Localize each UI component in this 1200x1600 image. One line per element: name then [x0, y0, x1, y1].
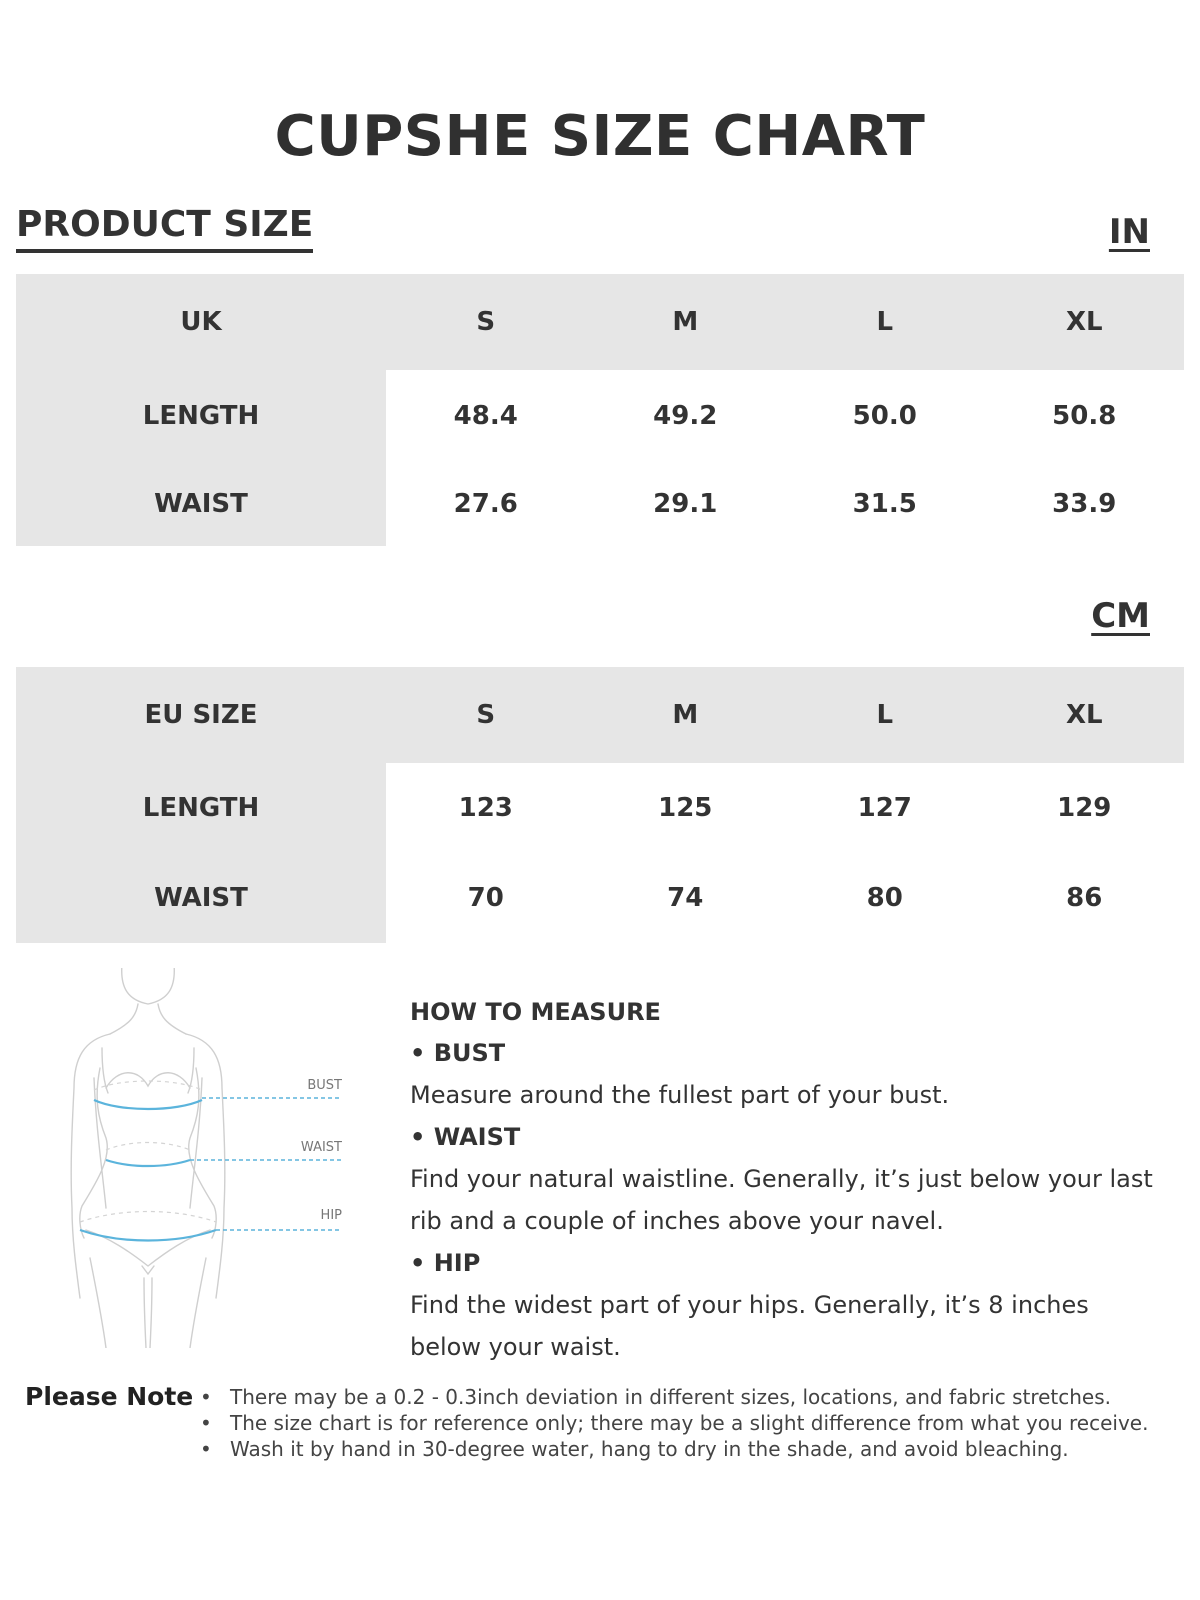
table-cell: 48.4	[453, 401, 518, 431]
bullet: •	[200, 1385, 212, 1409]
table-cell: 29.1	[653, 489, 718, 519]
table-cell: 80	[866, 883, 903, 913]
table-cell: 125	[658, 793, 713, 823]
hip-measure-line	[80, 1230, 216, 1241]
page-title: CUPSHE SIZE CHART	[274, 104, 926, 169]
table-cell: 86	[1066, 883, 1103, 913]
note-list	[200, 1384, 1148, 1462]
hip-instructions-line: Find the widest part of your hips. Generally, it’s 8 inches	[410, 1291, 1089, 1319]
list-item	[200, 1384, 1148, 1410]
note-text: There may be a 0.2 - 0.3inch deviation in different sizes, locations, and fabric stretches.	[230, 1385, 1112, 1409]
size-header: L	[785, 667, 985, 763]
bust-instructions: Measure around the fullest part of your bust.	[410, 1081, 950, 1109]
note-text: Wash it by hand in 30-degree water, hang to dry in the shade, and avoid bleaching.	[230, 1437, 1069, 1461]
table-header-row	[16, 667, 1184, 763]
size-header: S	[386, 274, 586, 370]
table-cell: 33.9	[1052, 489, 1117, 519]
waist-instructions-line: Find your natural waistline. Generally, it’s just below your last	[410, 1165, 1153, 1193]
size-header: M	[586, 667, 786, 763]
row-label: WAIST	[16, 462, 386, 546]
table-row-waist	[16, 462, 1184, 546]
note-text: The size chart is for reference only; there may be a slight difference from what you receive.	[230, 1411, 1149, 1435]
waist-label: WAIST	[300, 1140, 342, 1155]
hip-instructions-line: below your waist.	[410, 1333, 621, 1361]
hip-label: HIP	[320, 1208, 342, 1223]
unit-label-centimeters: CM	[1091, 596, 1150, 636]
section-title-product-size: PRODUCT SIZE	[16, 204, 313, 253]
table-cell: 129	[1057, 793, 1112, 823]
row-label: LENGTH	[16, 763, 386, 853]
row-label: WAIST	[16, 853, 386, 943]
size-header: L	[785, 274, 985, 370]
row-label: LENGTH	[16, 370, 386, 462]
table-cell: 74	[667, 883, 704, 913]
size-header: M	[586, 274, 786, 370]
table-header-row	[16, 274, 1184, 370]
bust-label: BUST	[307, 1078, 342, 1093]
list-item	[200, 1410, 1148, 1436]
bullet: •	[200, 1411, 212, 1435]
waist-instructions-line: rib and a couple of inches above your navel.	[410, 1207, 944, 1235]
table-cell: 31.5	[852, 489, 917, 519]
please-note-label: Please Note	[25, 1382, 194, 1411]
unit-label-inches: IN	[1108, 212, 1150, 252]
header-label: EU SIZE	[16, 667, 386, 763]
table-cell: 70	[467, 883, 504, 913]
header-label: UK	[16, 274, 386, 370]
size-header: XL	[985, 667, 1185, 763]
table-cell: 27.6	[453, 489, 518, 519]
table-cell: 123	[458, 793, 513, 823]
table-cell: 127	[857, 793, 912, 823]
body-outline-illustration	[50, 968, 370, 1348]
bust-heading: • BUST	[410, 1039, 506, 1067]
body-measurement-figure	[50, 968, 370, 1348]
table-row-length	[16, 370, 1184, 462]
size-header: S	[386, 667, 586, 763]
bullet: •	[200, 1437, 212, 1461]
list-item	[200, 1436, 1148, 1462]
how-to-measure-section	[410, 992, 1170, 1368]
how-to-measure-heading: HOW TO MEASURE	[410, 998, 661, 1026]
bust-measure-line	[94, 1100, 202, 1109]
hip-heading: • HIP	[410, 1249, 481, 1277]
table-row-length	[16, 763, 1184, 853]
table-cell: 49.2	[653, 401, 718, 431]
waist-heading: • WAIST	[410, 1123, 521, 1151]
size-table-inches	[16, 274, 1184, 546]
table-cell: 50.8	[1052, 401, 1117, 431]
size-table-centimeters	[16, 667, 1184, 943]
size-header: XL	[985, 274, 1185, 370]
waist-measure-line	[106, 1160, 190, 1166]
table-cell: 50.0	[852, 401, 917, 431]
table-row-waist	[16, 853, 1184, 943]
